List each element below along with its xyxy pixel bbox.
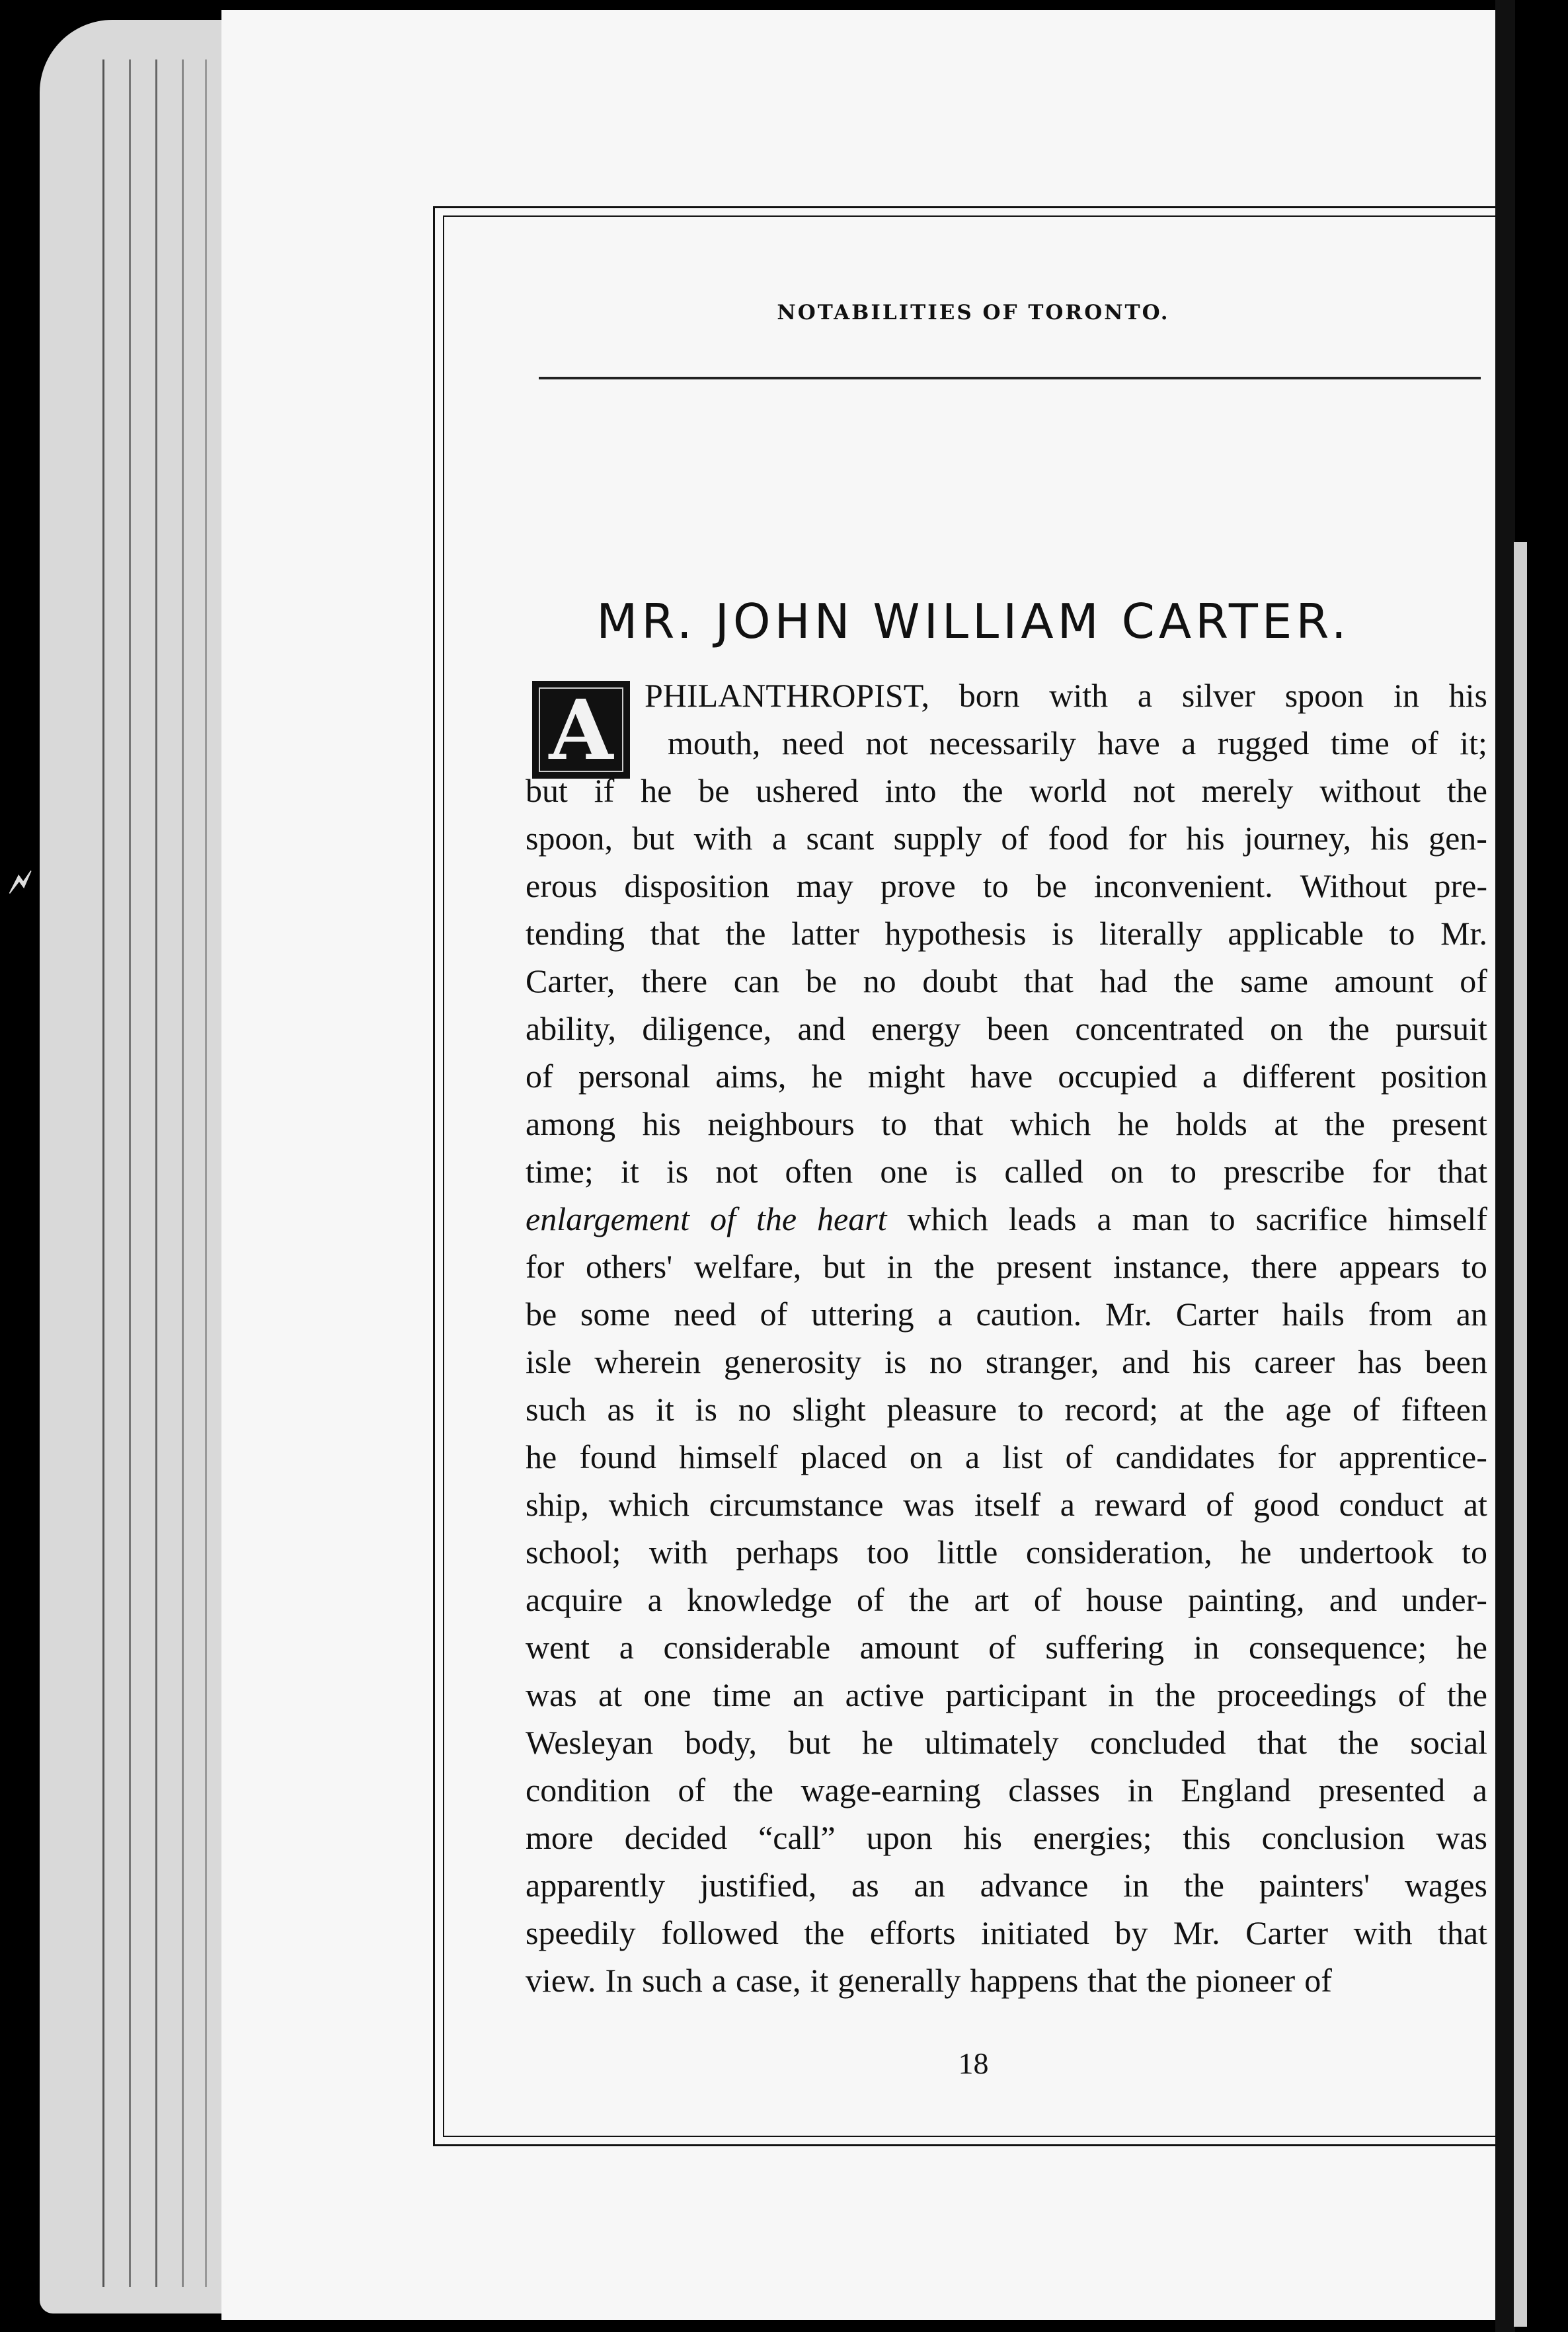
text-line: such as it is no slight pleasure to record; at the age of fifteen bbox=[526, 1391, 1487, 1428]
text-line: more decided “call” upon his energies; this conclusion was bbox=[526, 1819, 1487, 1856]
article-body bbox=[526, 672, 1487, 2004]
next-page-edge bbox=[1514, 542, 1527, 2327]
page-edge bbox=[102, 59, 104, 2287]
page-edge bbox=[182, 59, 184, 2287]
text-line: of personal aims, he might have occupied a different position bbox=[526, 1058, 1487, 1095]
drop-cap-letter: A bbox=[549, 682, 613, 779]
text-line: Wesleyan body, but he ultimately concluded that the social bbox=[526, 1724, 1487, 1761]
text-line: for others' welfare, but in the present instance, there appears to bbox=[526, 1248, 1487, 1285]
text-line: enlargement of the heart which leads a man to sacrifice himself bbox=[526, 1200, 1487, 1237]
text-line: he found himself placed on a list of candidates for apprentice- bbox=[526, 1438, 1487, 1475]
text-line: Carter, there can be no doubt that had the same amount of bbox=[526, 962, 1487, 999]
running-head: NOTABILITIES OF TORONTO. bbox=[777, 301, 1170, 325]
text-line: mouth, need not necessarily have a rugged time of it; bbox=[668, 724, 1487, 761]
text-line: ship, which circumstance was itself a reward of good conduct at bbox=[526, 1486, 1487, 1523]
text-line: but if he be ushered into the world not merely without the bbox=[526, 772, 1487, 809]
article-title: MR. JOHN WILLIAM CARTER. bbox=[596, 594, 1351, 650]
text-line: apparently justified, as an advance in the painters' wages bbox=[526, 1867, 1487, 1904]
text-line: time; it is not often one is called on to prescribe for that bbox=[526, 1153, 1487, 1190]
page-edge bbox=[129, 59, 131, 2287]
text-line: be some need of uttering a caution. Mr. Carter hails from an bbox=[526, 1296, 1487, 1333]
page-edge bbox=[205, 59, 207, 2287]
text-line: among his neighbours to that which he holds at the present bbox=[526, 1105, 1487, 1142]
text-line: spoon, but with a scant supply of food for his journey, his gen- bbox=[526, 820, 1487, 857]
text-line: condition of the wage-earning classes in England presented a bbox=[526, 1771, 1487, 1808]
text-line: PHILANTHROPIST, born with a silver spoon in his bbox=[645, 677, 1487, 714]
text-line: was at one time an active participant in the proceedings of the bbox=[526, 1676, 1487, 1713]
margin-mark-icon: 🗲 bbox=[9, 863, 32, 901]
page-edge bbox=[155, 59, 157, 2287]
text-line: ability, diligence, and energy been concentrated on the pursuit bbox=[526, 1010, 1487, 1047]
text-line: isle wherein generosity is no stranger, and his career has been bbox=[526, 1343, 1487, 1380]
text-line: school; with perhaps too little consideration, he undertook to bbox=[526, 1534, 1487, 1571]
header-rule bbox=[539, 377, 1481, 379]
text-line: view. In such a case, it generally happens that the pioneer of bbox=[526, 1962, 1332, 1999]
page-number: 18 bbox=[958, 2046, 989, 2080]
text-line: erous disposition may prove to be inconvenient. Without pre- bbox=[526, 867, 1487, 904]
text-line: tending that the latter hypothesis is literally applicable to Mr. bbox=[526, 915, 1487, 952]
text-line: went a considerable amount of suffering in consequence; he bbox=[526, 1629, 1487, 1666]
text-line: speedily followed the efforts initiated by Mr. Carter with that bbox=[526, 1914, 1487, 1951]
text-line: acquire a knowledge of the art of house painting, and under- bbox=[526, 1581, 1487, 1618]
